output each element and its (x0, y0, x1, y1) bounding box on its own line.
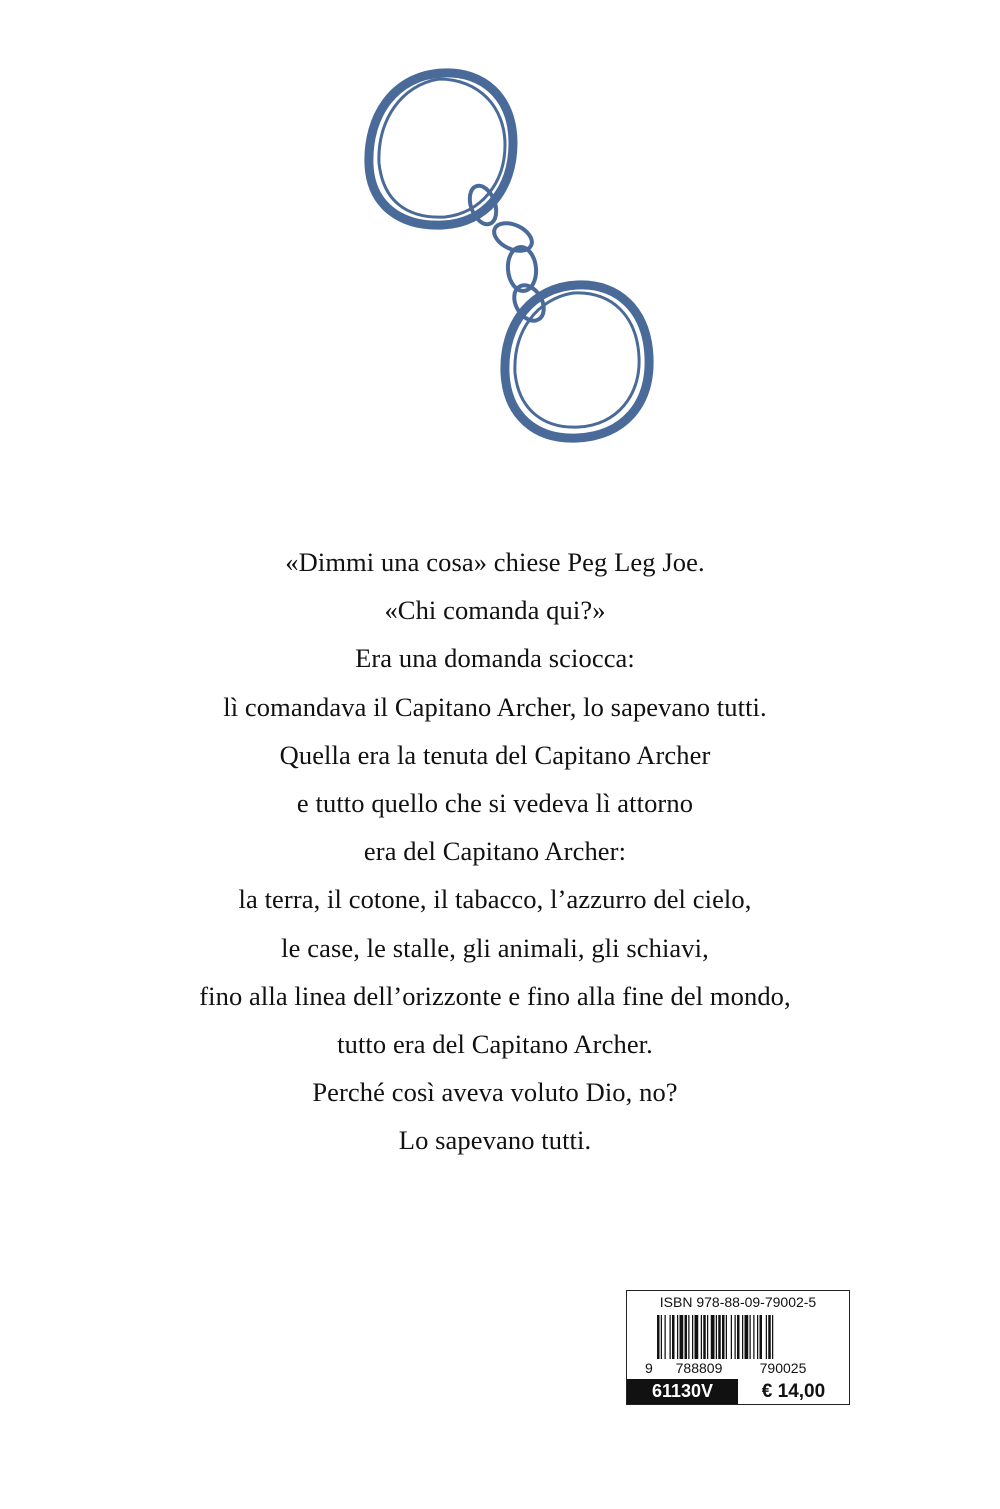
text-line: «Chi comanda qui?» (384, 595, 606, 626)
text-line: tutto era del Capitano Archer. (337, 1028, 653, 1059)
text-line: le case, le stalle, gli animali, gli schiavi, (281, 932, 709, 963)
text-line: Lo sapevano tutti. (398, 1125, 592, 1156)
barcode-bar (672, 1315, 675, 1359)
barcode-bar (688, 1315, 689, 1359)
handcuffs-icon (355, 55, 665, 455)
barcode-bar (760, 1315, 763, 1359)
barcode-bar (716, 1315, 717, 1359)
back-cover-text (100, 538, 890, 1164)
barcode-bar (731, 1315, 732, 1359)
barcode-digits-left: 788809 (675, 1360, 723, 1375)
barcode-bar (753, 1315, 754, 1359)
barcode-bar (665, 1315, 666, 1359)
barcode-bar (677, 1315, 678, 1359)
barcode-bar (757, 1315, 758, 1359)
barcode-bar (726, 1315, 727, 1359)
barcode-bar (661, 1315, 662, 1359)
price: € 14,00 (761, 1381, 826, 1402)
barcode-bar (745, 1315, 749, 1359)
barcode-bar (742, 1315, 743, 1359)
product-code: 61130V (627, 1379, 738, 1404)
barcode-digits-right: 790025 (759, 1360, 807, 1375)
text-line: e tutto quello che si vedeva lì attorno (296, 787, 694, 818)
barcode-bar (657, 1315, 660, 1359)
barcode-bar (707, 1315, 708, 1359)
barcode-bar (718, 1315, 721, 1359)
text-line: la terra, il cotone, il tabacco, l’azzurro del cielo, (238, 884, 752, 915)
barcode-bar (685, 1315, 688, 1359)
barcode-bar (695, 1315, 699, 1359)
text-line: Era una domanda sciocca: (355, 643, 635, 674)
barcode-bar (703, 1315, 706, 1359)
barcode-bar (722, 1315, 725, 1359)
barcode-bar (766, 1315, 767, 1359)
isbn-number: ISBN 978-88-09-79002-5 (659, 1294, 817, 1310)
barcode-bar (680, 1315, 684, 1359)
barcode-bar (735, 1315, 736, 1359)
barcode-icon (643, 1315, 835, 1375)
text-line: Quella era la tenuta del Capitano Archer (279, 739, 711, 770)
text-line: lì comandava il Capitano Archer, lo sapevano tutti. (223, 691, 767, 722)
text-line: Perché così aveva voluto Dio, no? (312, 1077, 678, 1108)
barcode-bar (750, 1315, 751, 1359)
barcode-label (626, 1290, 850, 1405)
barcode-bar (711, 1315, 715, 1359)
barcode-bar (768, 1315, 771, 1359)
text-line: fino alla linea dell’orizzonte e fino alla fine del mondo, (199, 980, 791, 1011)
barcode-bar (737, 1315, 740, 1359)
price-row (627, 1379, 849, 1404)
barcode-bar (670, 1315, 671, 1359)
barcode-bar (701, 1315, 702, 1359)
text-line: «Dimmi una cosa» chiese Peg Leg Joe. (285, 547, 705, 577)
text-line: era del Capitano Archer: (363, 836, 627, 867)
barcode-bar (772, 1315, 773, 1359)
barcode-bar (692, 1315, 693, 1359)
barcode-digit-prefix: 9 (645, 1360, 653, 1375)
